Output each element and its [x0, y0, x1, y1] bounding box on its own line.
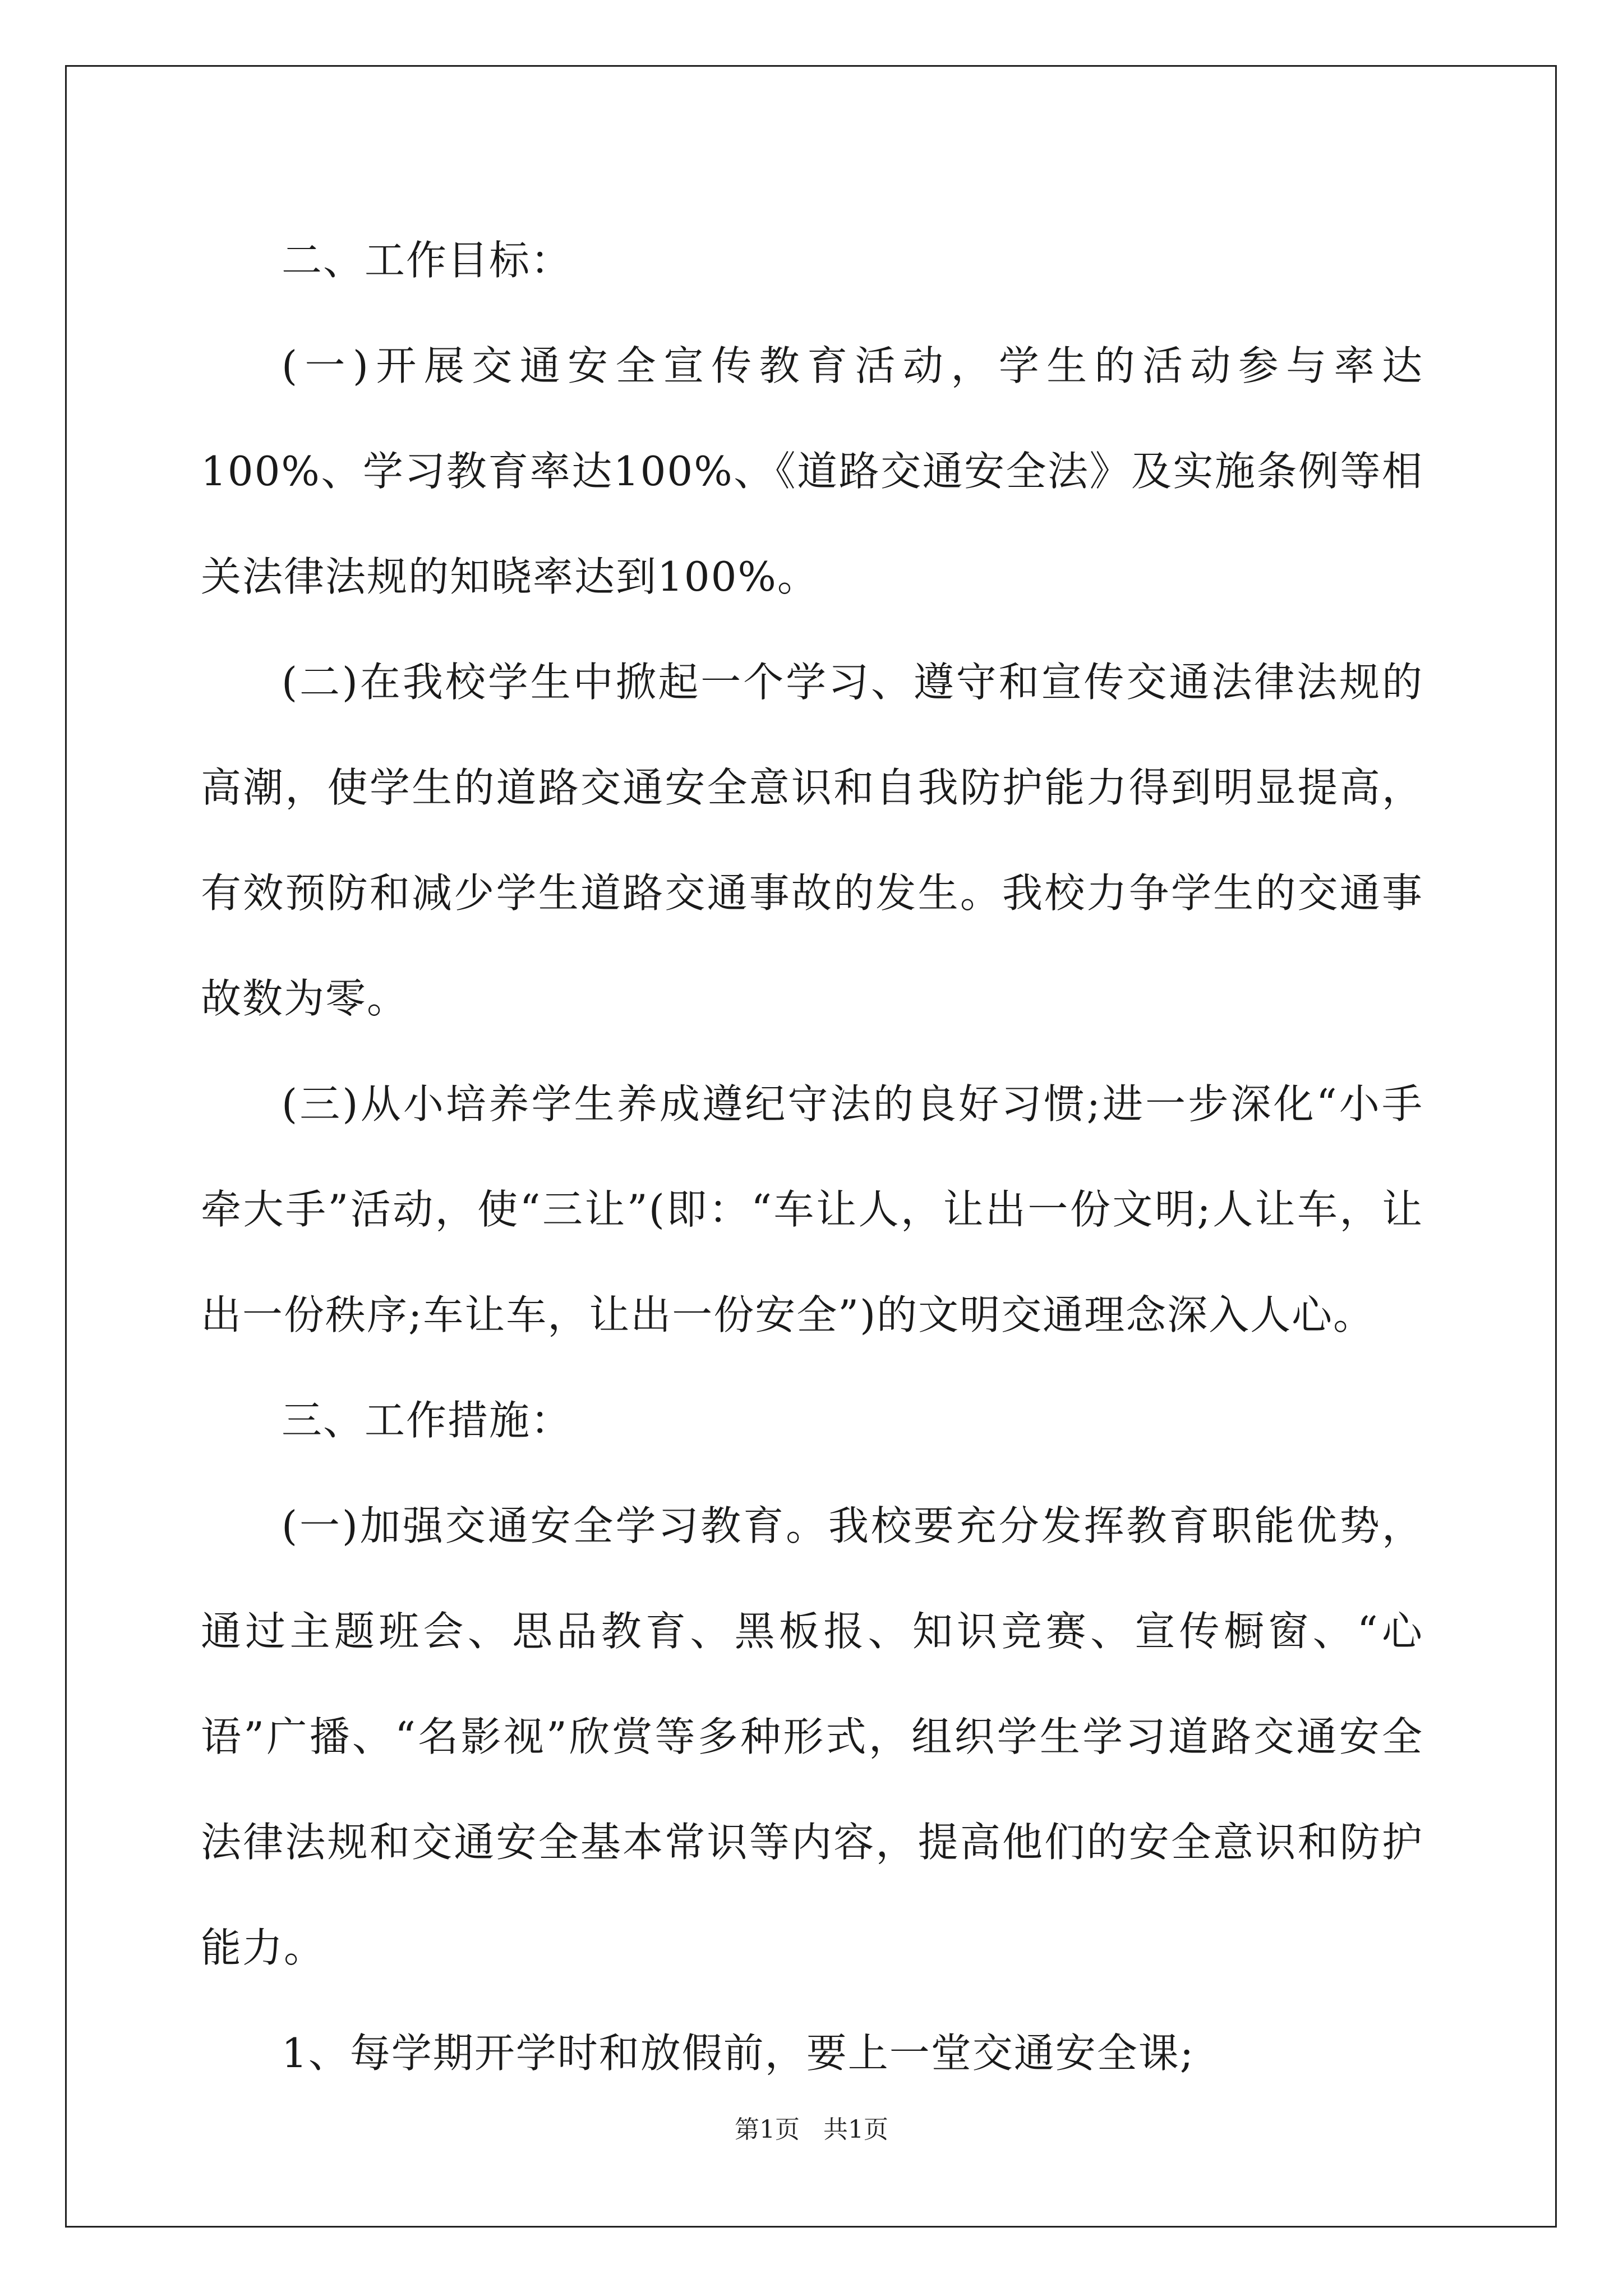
heading-work-goals: 二、工作目标：	[282, 237, 573, 284]
heading-work-measures: 三、工作措施：	[282, 1397, 573, 1444]
paragraph-goal-1: (一)开展交通安全宣传教育活动，学生的活动参与率达100%、学习教育率达100%、《道路交通安全法》及实施条例等相关法律法规的知晓率达到100%。	[201, 342, 1423, 600]
page-number: 第1页	[735, 2115, 800, 2144]
page-footer	[0, 2109, 1623, 2145]
paragraph-measure-1: (一)加强交通安全学习教育。我校要充分发挥教育职能优势，通过主题班会、思品教育、黑板报、知识竞赛、宣传橱窗、“心语”广播、“名影视”欣赏等多种形式，组织学生学习道路交通安全法律法规和交通安全基本常识等内容，提高他们的安全意识和防护能力。	[201, 1502, 1423, 1971]
document-body	[201, 208, 1423, 2106]
paragraph-goal-3: (三)从小培养学生养成遵纪守法的良好习惯;进一步深化“小手牵大手”活动，使“三让”(即：“车让人，让出一份文明;人让车，让出一份秩序;车让车，让出一份安全”)的文明交通理念深入人心。	[201, 1080, 1423, 1338]
paragraph-measure-1-item-1: 1、每学期开学时和放假前，要上一堂交通安全课;	[282, 2030, 1195, 2077]
page-total: 共1页	[823, 2115, 888, 2144]
paragraph-goal-2: (二)在我校学生中掀起一个学习、遵守和宣传交通法律法规的高潮，使学生的道路交通安全意识和自我防护能力得到明显提高，有效预防和减少学生道路交通事故的发生。我校力争学生的交通事故数为零。	[201, 659, 1423, 1022]
